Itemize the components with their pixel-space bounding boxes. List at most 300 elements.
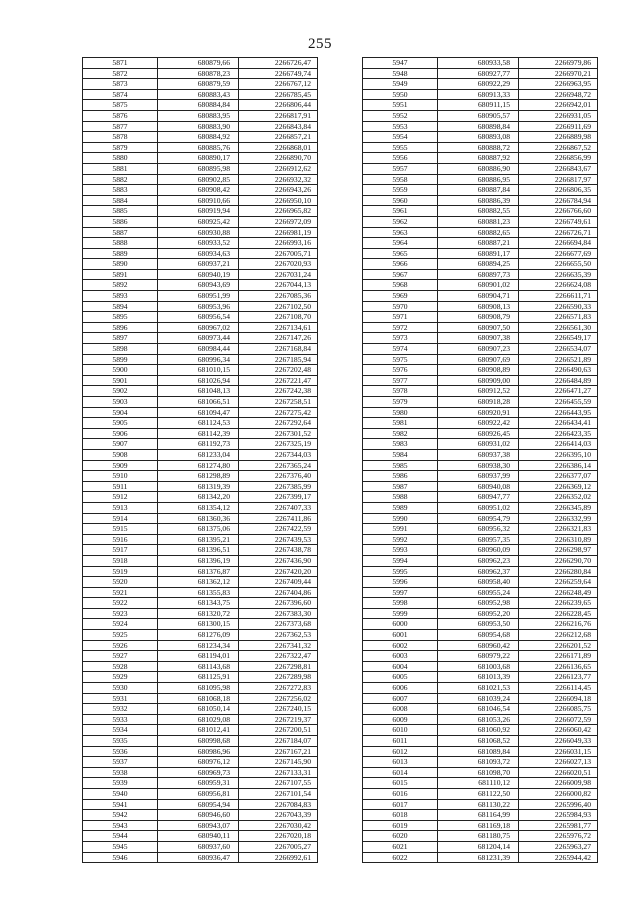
y-coordinate-cell: 2267292,64 bbox=[239, 418, 318, 429]
x-coordinate-cell: 681194,01 bbox=[158, 651, 239, 662]
y-coordinate-cell: 2267145,90 bbox=[239, 757, 318, 768]
point-number-cell: 5943 bbox=[83, 820, 158, 831]
x-coordinate-cell: 680893,08 bbox=[438, 132, 519, 143]
table-row bbox=[363, 322, 598, 333]
y-coordinate-cell: 2266856,99 bbox=[519, 153, 598, 164]
y-coordinate-cell: 2267436,90 bbox=[239, 555, 318, 566]
x-coordinate-cell: 680908,13 bbox=[438, 301, 519, 312]
table-row bbox=[83, 142, 318, 153]
x-coordinate-cell: 680953,96 bbox=[158, 301, 239, 312]
point-number-cell: 5954 bbox=[363, 132, 438, 143]
coordinates-table-right-body bbox=[363, 58, 598, 863]
x-coordinate-cell: 681298,89 bbox=[158, 471, 239, 482]
table-row bbox=[363, 58, 598, 69]
y-coordinate-cell: 2266060,42 bbox=[519, 725, 598, 736]
x-coordinate-cell: 680887,84 bbox=[438, 185, 519, 196]
x-coordinate-cell: 681180,75 bbox=[438, 831, 519, 842]
y-coordinate-cell: 2266726,71 bbox=[519, 227, 598, 238]
x-coordinate-cell: 680956,81 bbox=[158, 788, 239, 799]
point-number-cell: 5885 bbox=[83, 206, 158, 217]
x-coordinate-cell: 681234,34 bbox=[158, 640, 239, 651]
x-coordinate-cell: 681122,50 bbox=[438, 788, 519, 799]
y-coordinate-cell: 2266749,61 bbox=[519, 216, 598, 227]
y-coordinate-cell: 2266857,21 bbox=[239, 132, 318, 143]
x-coordinate-cell: 680881,23 bbox=[438, 216, 519, 227]
point-number-cell: 6000 bbox=[363, 619, 438, 630]
table-row bbox=[83, 344, 318, 355]
y-coordinate-cell: 2266114,45 bbox=[519, 683, 598, 694]
y-coordinate-cell: 2266972,09 bbox=[239, 216, 318, 227]
x-coordinate-cell: 681375,06 bbox=[158, 524, 239, 535]
y-coordinate-cell: 2266943,26 bbox=[239, 185, 318, 196]
point-number-cell: 5912 bbox=[83, 492, 158, 503]
point-number-cell: 5950 bbox=[363, 89, 438, 100]
point-number-cell: 5904 bbox=[83, 407, 158, 418]
point-number-cell: 5901 bbox=[83, 375, 158, 386]
point-number-cell: 5902 bbox=[83, 386, 158, 397]
y-coordinate-cell: 2266624,08 bbox=[519, 280, 598, 291]
x-coordinate-cell: 681046,54 bbox=[438, 704, 519, 715]
table-row bbox=[363, 831, 598, 842]
y-coordinate-cell: 2266171,89 bbox=[519, 651, 598, 662]
y-coordinate-cell: 2266912,62 bbox=[239, 163, 318, 174]
page-number: 255 bbox=[308, 36, 332, 52]
table-row bbox=[363, 767, 598, 778]
table-row bbox=[363, 280, 598, 291]
point-number-cell: 5996 bbox=[363, 577, 438, 588]
y-coordinate-cell: 2266843,84 bbox=[239, 121, 318, 132]
x-coordinate-cell: 681342,20 bbox=[158, 492, 239, 503]
table-row bbox=[83, 704, 318, 715]
table-row bbox=[363, 746, 598, 757]
y-coordinate-cell: 2266332,99 bbox=[519, 513, 598, 524]
table-row bbox=[83, 799, 318, 810]
x-coordinate-cell: 680984,44 bbox=[158, 344, 239, 355]
table-row bbox=[363, 397, 598, 408]
x-coordinate-cell: 681068,52 bbox=[438, 736, 519, 747]
x-coordinate-cell: 680895,98 bbox=[158, 163, 239, 174]
x-coordinate-cell: 681039,24 bbox=[438, 693, 519, 704]
point-number-cell: 5956 bbox=[363, 153, 438, 164]
x-coordinate-cell: 681110,12 bbox=[438, 778, 519, 789]
table-row bbox=[363, 534, 598, 545]
y-coordinate-cell: 2267298,81 bbox=[239, 661, 318, 672]
y-coordinate-cell: 2267031,24 bbox=[239, 269, 318, 280]
point-number-cell: 5917 bbox=[83, 545, 158, 556]
y-coordinate-cell: 2267005,71 bbox=[239, 248, 318, 259]
table-row bbox=[363, 142, 598, 153]
table-row bbox=[363, 577, 598, 588]
table-row bbox=[363, 418, 598, 429]
x-coordinate-cell: 681010,15 bbox=[158, 365, 239, 376]
point-number-cell: 5871 bbox=[83, 58, 158, 69]
table-row bbox=[363, 132, 598, 143]
y-coordinate-cell: 2266561,30 bbox=[519, 322, 598, 333]
x-coordinate-cell: 680940,11 bbox=[158, 831, 239, 842]
y-coordinate-cell: 2266443,95 bbox=[519, 407, 598, 418]
x-coordinate-cell: 680951,99 bbox=[158, 291, 239, 302]
point-number-cell: 5944 bbox=[83, 831, 158, 842]
point-number-cell: 5997 bbox=[363, 587, 438, 598]
table-row bbox=[363, 100, 598, 111]
table-row bbox=[83, 555, 318, 566]
point-number-cell: 5930 bbox=[83, 683, 158, 694]
table-row bbox=[83, 291, 318, 302]
table-row bbox=[83, 121, 318, 132]
x-coordinate-cell: 680886,90 bbox=[438, 163, 519, 174]
point-number-cell: 5998 bbox=[363, 598, 438, 609]
point-number-cell: 5909 bbox=[83, 460, 158, 471]
point-number-cell: 5938 bbox=[83, 767, 158, 778]
x-coordinate-cell: 681050,14 bbox=[158, 704, 239, 715]
x-coordinate-cell: 680888,72 bbox=[438, 142, 519, 153]
point-number-cell: 6018 bbox=[363, 810, 438, 821]
table-row bbox=[83, 788, 318, 799]
point-number-cell: 5940 bbox=[83, 788, 158, 799]
x-coordinate-cell: 681060,92 bbox=[438, 725, 519, 736]
table-row bbox=[83, 397, 318, 408]
point-number-cell: 5932 bbox=[83, 704, 158, 715]
x-coordinate-cell: 681396,19 bbox=[158, 555, 239, 566]
point-number-cell: 5933 bbox=[83, 714, 158, 725]
table-row bbox=[83, 428, 318, 439]
point-number-cell: 5906 bbox=[83, 428, 158, 439]
point-number-cell: 5892 bbox=[83, 280, 158, 291]
y-coordinate-cell: 2267240,15 bbox=[239, 704, 318, 715]
table-row bbox=[363, 68, 598, 79]
x-coordinate-cell: 680904,71 bbox=[438, 291, 519, 302]
x-coordinate-cell: 680937,99 bbox=[438, 471, 519, 482]
point-number-cell: 6002 bbox=[363, 640, 438, 651]
point-number-cell: 5999 bbox=[363, 608, 438, 619]
y-coordinate-cell: 2265976,72 bbox=[519, 831, 598, 842]
table-row bbox=[363, 492, 598, 503]
point-number-cell: 5923 bbox=[83, 608, 158, 619]
table-row bbox=[363, 185, 598, 196]
table-row bbox=[83, 820, 318, 831]
y-coordinate-cell: 2266490,63 bbox=[519, 365, 598, 376]
x-coordinate-cell: 680940,19 bbox=[158, 269, 239, 280]
point-number-cell: 5899 bbox=[83, 354, 158, 365]
y-coordinate-cell: 2266785,45 bbox=[239, 89, 318, 100]
point-number-cell: 5887 bbox=[83, 227, 158, 238]
y-coordinate-cell: 2267365,24 bbox=[239, 460, 318, 471]
x-coordinate-cell: 680946,60 bbox=[158, 810, 239, 821]
x-coordinate-cell: 681362,12 bbox=[158, 577, 239, 588]
point-number-cell: 5895 bbox=[83, 312, 158, 323]
y-coordinate-cell: 2266549,17 bbox=[519, 333, 598, 344]
table-row bbox=[83, 810, 318, 821]
y-coordinate-cell: 2266094,18 bbox=[519, 693, 598, 704]
point-number-cell: 5982 bbox=[363, 428, 438, 439]
point-number-cell: 5939 bbox=[83, 778, 158, 789]
x-coordinate-cell: 681395,21 bbox=[158, 534, 239, 545]
point-number-cell: 5946 bbox=[83, 852, 158, 863]
point-number-cell: 5972 bbox=[363, 322, 438, 333]
x-coordinate-cell: 680882,65 bbox=[438, 227, 519, 238]
point-number-cell: 5992 bbox=[363, 534, 438, 545]
x-coordinate-cell: 680937,21 bbox=[158, 259, 239, 270]
point-number-cell: 6020 bbox=[363, 831, 438, 842]
point-number-cell: 5961 bbox=[363, 206, 438, 217]
y-coordinate-cell: 2267134,61 bbox=[239, 322, 318, 333]
x-coordinate-cell: 681013,39 bbox=[438, 672, 519, 683]
table-row bbox=[83, 524, 318, 535]
y-coordinate-cell: 2266471,27 bbox=[519, 386, 598, 397]
y-coordinate-cell: 2266085,75 bbox=[519, 704, 598, 715]
point-number-cell: 6012 bbox=[363, 746, 438, 757]
coordinates-table-right bbox=[362, 57, 598, 863]
x-coordinate-cell: 681319,39 bbox=[158, 481, 239, 492]
table-row bbox=[83, 354, 318, 365]
y-coordinate-cell: 2266049,33 bbox=[519, 736, 598, 747]
table-row bbox=[363, 661, 598, 672]
table-row bbox=[83, 312, 318, 323]
table-row bbox=[363, 333, 598, 344]
y-coordinate-cell: 2266635,39 bbox=[519, 269, 598, 280]
y-coordinate-cell: 2267044,13 bbox=[239, 280, 318, 291]
y-coordinate-cell: 2267084,83 bbox=[239, 799, 318, 810]
table-row bbox=[83, 206, 318, 217]
x-coordinate-cell: 680959,31 bbox=[158, 778, 239, 789]
x-coordinate-cell: 680884,84 bbox=[158, 100, 239, 111]
table-row bbox=[83, 216, 318, 227]
table-row bbox=[83, 100, 318, 111]
x-coordinate-cell: 681094,47 bbox=[158, 407, 239, 418]
table-row bbox=[83, 630, 318, 641]
point-number-cell: 5947 bbox=[363, 58, 438, 69]
point-number-cell: 5977 bbox=[363, 375, 438, 386]
point-number-cell: 6010 bbox=[363, 725, 438, 736]
x-coordinate-cell: 681048,13 bbox=[158, 386, 239, 397]
y-coordinate-cell: 2266434,41 bbox=[519, 418, 598, 429]
point-number-cell: 5949 bbox=[363, 79, 438, 90]
x-coordinate-cell: 681125,91 bbox=[158, 672, 239, 683]
y-coordinate-cell: 2267438,78 bbox=[239, 545, 318, 556]
y-coordinate-cell: 2266259,64 bbox=[519, 577, 598, 588]
y-coordinate-cell: 2267085,36 bbox=[239, 291, 318, 302]
y-coordinate-cell: 2266009,98 bbox=[519, 778, 598, 789]
y-coordinate-cell: 2266321,83 bbox=[519, 524, 598, 535]
x-coordinate-cell: 680890,17 bbox=[158, 153, 239, 164]
y-coordinate-cell: 2265981,77 bbox=[519, 820, 598, 831]
y-coordinate-cell: 2267301,52 bbox=[239, 428, 318, 439]
point-number-cell: 5883 bbox=[83, 185, 158, 196]
x-coordinate-cell: 680907,38 bbox=[438, 333, 519, 344]
table-row bbox=[363, 693, 598, 704]
table-row bbox=[363, 449, 598, 460]
y-coordinate-cell: 2266310,89 bbox=[519, 534, 598, 545]
x-coordinate-cell: 681396,51 bbox=[158, 545, 239, 556]
x-coordinate-cell: 680934,63 bbox=[158, 248, 239, 259]
table-row bbox=[363, 481, 598, 492]
x-coordinate-cell: 680952,20 bbox=[438, 608, 519, 619]
y-coordinate-cell: 2266806,35 bbox=[519, 185, 598, 196]
y-coordinate-cell: 2265984,93 bbox=[519, 810, 598, 821]
table-row bbox=[363, 502, 598, 513]
table-row bbox=[83, 418, 318, 429]
y-coordinate-cell: 2266867,52 bbox=[519, 142, 598, 153]
x-coordinate-cell: 680931,02 bbox=[438, 439, 519, 450]
y-coordinate-cell: 2266136,65 bbox=[519, 661, 598, 672]
point-number-cell: 6014 bbox=[363, 767, 438, 778]
table-row bbox=[363, 206, 598, 217]
x-coordinate-cell: 681029,08 bbox=[158, 714, 239, 725]
table-row bbox=[83, 269, 318, 280]
table-row bbox=[363, 852, 598, 863]
point-number-cell: 5966 bbox=[363, 259, 438, 270]
table-row bbox=[363, 386, 598, 397]
point-number-cell: 6015 bbox=[363, 778, 438, 789]
y-coordinate-cell: 2267202,48 bbox=[239, 365, 318, 376]
table-row bbox=[363, 841, 598, 852]
y-coordinate-cell: 2267407,33 bbox=[239, 502, 318, 513]
table-row bbox=[83, 259, 318, 270]
x-coordinate-cell: 680908,89 bbox=[438, 365, 519, 376]
table-row bbox=[83, 407, 318, 418]
y-coordinate-cell: 2267020,18 bbox=[239, 831, 318, 842]
point-number-cell: 5875 bbox=[83, 100, 158, 111]
point-number-cell: 5929 bbox=[83, 672, 158, 683]
y-coordinate-cell: 2266932,32 bbox=[239, 174, 318, 185]
point-number-cell: 6019 bbox=[363, 820, 438, 831]
y-coordinate-cell: 2267256,02 bbox=[239, 693, 318, 704]
coordinates-table-left bbox=[82, 57, 318, 863]
y-coordinate-cell: 2266890,70 bbox=[239, 153, 318, 164]
y-coordinate-cell: 2266963,95 bbox=[519, 79, 598, 90]
x-coordinate-cell: 680883,90 bbox=[158, 121, 239, 132]
x-coordinate-cell: 680953,50 bbox=[438, 619, 519, 630]
point-number-cell: 6009 bbox=[363, 714, 438, 725]
point-number-cell: 5974 bbox=[363, 344, 438, 355]
x-coordinate-cell: 680926,45 bbox=[438, 428, 519, 439]
y-coordinate-cell: 2267020,93 bbox=[239, 259, 318, 270]
y-coordinate-cell: 2267185,94 bbox=[239, 354, 318, 365]
x-coordinate-cell: 680951,02 bbox=[438, 502, 519, 513]
point-number-cell: 5968 bbox=[363, 280, 438, 291]
point-number-cell: 5990 bbox=[363, 513, 438, 524]
point-number-cell: 5928 bbox=[83, 661, 158, 672]
x-coordinate-cell: 681233,04 bbox=[158, 449, 239, 460]
point-number-cell: 5927 bbox=[83, 651, 158, 662]
table-row bbox=[83, 58, 318, 69]
table-row bbox=[363, 248, 598, 259]
point-number-cell: 6017 bbox=[363, 799, 438, 810]
y-coordinate-cell: 2267242,38 bbox=[239, 386, 318, 397]
y-coordinate-cell: 2266767,12 bbox=[239, 79, 318, 90]
x-coordinate-cell: 681021,53 bbox=[438, 683, 519, 694]
x-coordinate-cell: 680907,50 bbox=[438, 322, 519, 333]
y-coordinate-cell: 2266031,15 bbox=[519, 746, 598, 757]
y-coordinate-cell: 2266677,69 bbox=[519, 248, 598, 259]
point-number-cell: 6008 bbox=[363, 704, 438, 715]
table-row bbox=[363, 651, 598, 662]
x-coordinate-cell: 681231,39 bbox=[438, 852, 519, 863]
y-coordinate-cell: 2267289,98 bbox=[239, 672, 318, 683]
y-coordinate-cell: 2266889,98 bbox=[519, 132, 598, 143]
x-coordinate-cell: 680940,08 bbox=[438, 481, 519, 492]
point-number-cell: 5893 bbox=[83, 291, 158, 302]
point-number-cell: 5971 bbox=[363, 312, 438, 323]
x-coordinate-cell: 680883,95 bbox=[158, 110, 239, 121]
x-coordinate-cell: 680922,29 bbox=[438, 79, 519, 90]
point-number-cell: 5985 bbox=[363, 460, 438, 471]
x-coordinate-cell: 680986,96 bbox=[158, 746, 239, 757]
point-number-cell: 5891 bbox=[83, 269, 158, 280]
point-number-cell: 5873 bbox=[83, 79, 158, 90]
table-row bbox=[83, 492, 318, 503]
y-coordinate-cell: 2266377,07 bbox=[519, 471, 598, 482]
table-row bbox=[83, 238, 318, 249]
x-coordinate-cell: 680956,54 bbox=[158, 312, 239, 323]
y-coordinate-cell: 2266386,14 bbox=[519, 460, 598, 471]
x-coordinate-cell: 680886,39 bbox=[438, 195, 519, 206]
table-row bbox=[83, 683, 318, 694]
table-row bbox=[83, 174, 318, 185]
x-coordinate-cell: 680897,73 bbox=[438, 269, 519, 280]
y-coordinate-cell: 2266784,94 bbox=[519, 195, 598, 206]
y-coordinate-cell: 2266521,89 bbox=[519, 354, 598, 365]
point-number-cell: 6016 bbox=[363, 788, 438, 799]
table-row bbox=[363, 587, 598, 598]
y-coordinate-cell: 2267373,68 bbox=[239, 619, 318, 630]
x-coordinate-cell: 681026,94 bbox=[158, 375, 239, 386]
x-coordinate-cell: 681089,84 bbox=[438, 746, 519, 757]
table-row bbox=[363, 555, 598, 566]
point-number-cell: 5935 bbox=[83, 736, 158, 747]
y-coordinate-cell: 2267275,42 bbox=[239, 407, 318, 418]
x-coordinate-cell: 680909,00 bbox=[438, 375, 519, 386]
x-coordinate-cell: 681169,18 bbox=[438, 820, 519, 831]
x-coordinate-cell: 680894,25 bbox=[438, 259, 519, 270]
x-coordinate-cell: 680911,15 bbox=[438, 100, 519, 111]
table-row bbox=[363, 683, 598, 694]
y-coordinate-cell: 2267101,54 bbox=[239, 788, 318, 799]
table-row bbox=[83, 566, 318, 577]
point-number-cell: 5889 bbox=[83, 248, 158, 259]
y-coordinate-cell: 2267147,26 bbox=[239, 333, 318, 344]
y-coordinate-cell: 2267043,39 bbox=[239, 810, 318, 821]
table-row bbox=[83, 89, 318, 100]
point-number-cell: 5993 bbox=[363, 545, 438, 556]
y-coordinate-cell: 2266395,10 bbox=[519, 449, 598, 460]
y-coordinate-cell: 2266950,10 bbox=[239, 195, 318, 206]
table-row bbox=[83, 375, 318, 386]
table-row bbox=[83, 502, 318, 513]
point-number-cell: 5872 bbox=[83, 68, 158, 79]
y-coordinate-cell: 2267219,37 bbox=[239, 714, 318, 725]
table-row bbox=[363, 820, 598, 831]
x-coordinate-cell: 680930,88 bbox=[158, 227, 239, 238]
table-row bbox=[83, 534, 318, 545]
table-row bbox=[363, 513, 598, 524]
y-coordinate-cell: 2267107,55 bbox=[239, 778, 318, 789]
table-row bbox=[83, 661, 318, 672]
y-coordinate-cell: 2266948,72 bbox=[519, 89, 598, 100]
point-number-cell: 5877 bbox=[83, 121, 158, 132]
x-coordinate-cell: 681320,72 bbox=[158, 608, 239, 619]
point-number-cell: 5988 bbox=[363, 492, 438, 503]
x-coordinate-cell: 680957,35 bbox=[438, 534, 519, 545]
y-coordinate-cell: 2266298,97 bbox=[519, 545, 598, 556]
point-number-cell: 6011 bbox=[363, 736, 438, 747]
table-row bbox=[83, 132, 318, 143]
coordinates-table-left-body bbox=[83, 58, 318, 863]
x-coordinate-cell: 680910,66 bbox=[158, 195, 239, 206]
x-coordinate-cell: 681360,36 bbox=[158, 513, 239, 524]
x-coordinate-cell: 681274,80 bbox=[158, 460, 239, 471]
table-row bbox=[363, 439, 598, 450]
